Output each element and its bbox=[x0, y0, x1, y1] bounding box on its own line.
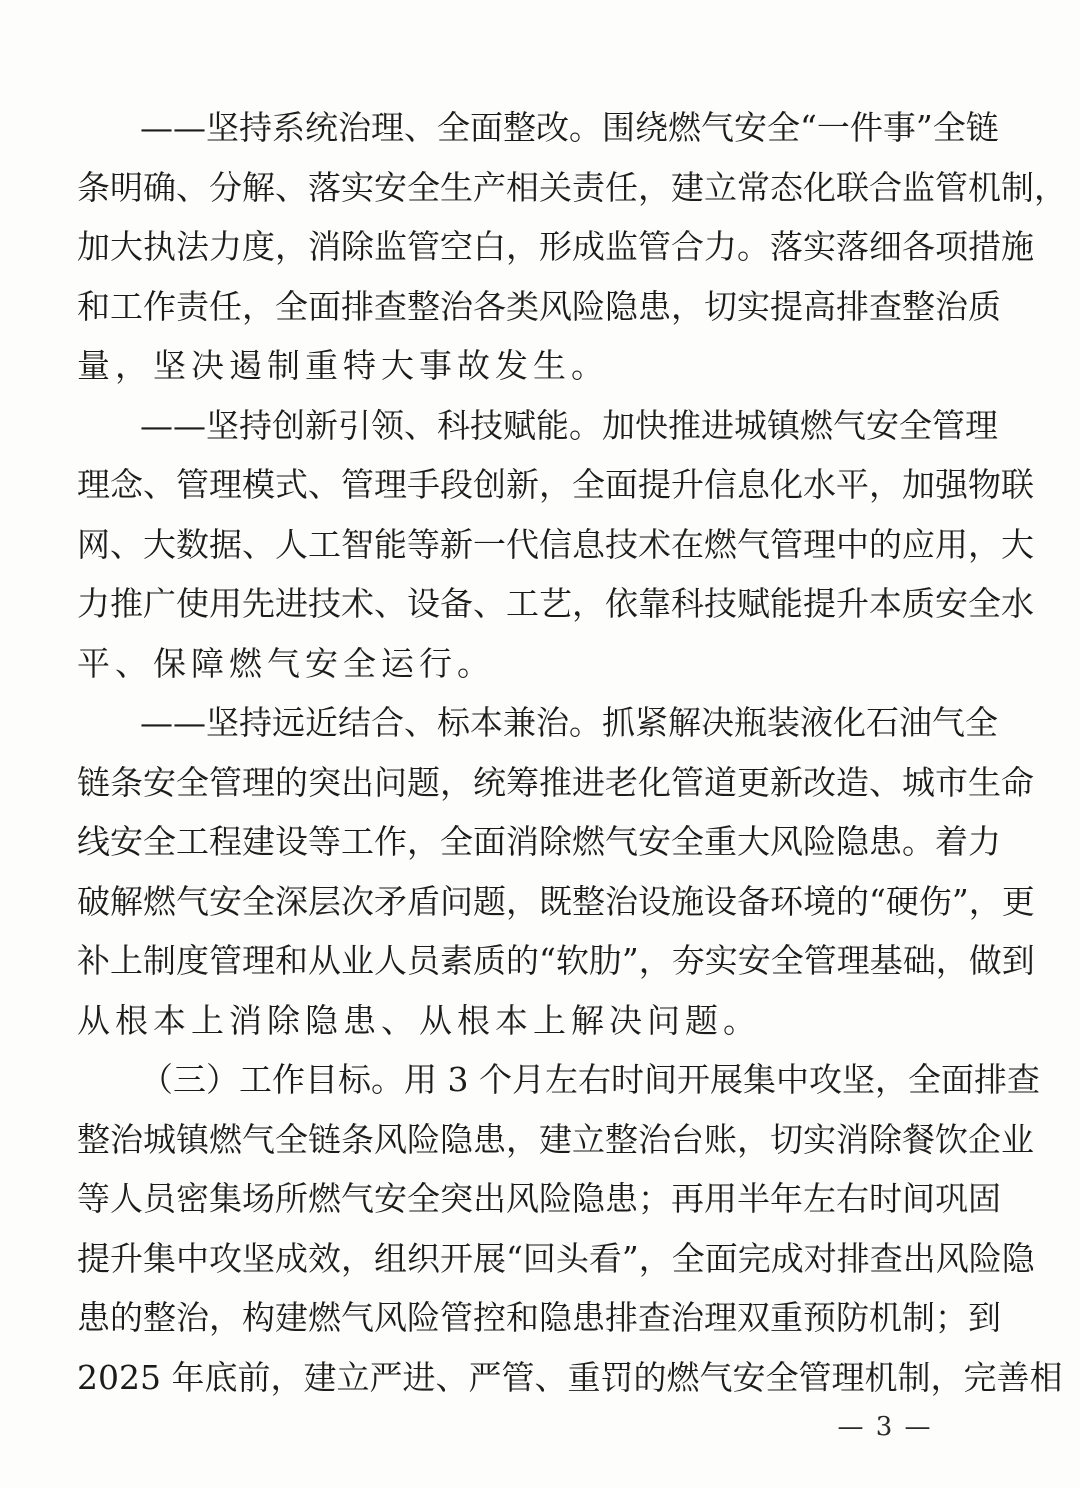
paragraph-line: 力推广使用先进技术、设备、工艺，依靠科技赋能提升本质安全水 bbox=[77, 584, 1034, 623]
paragraph-line: 网、大数据、人工智能等新一代信息技术在燃气管理中的应用，大 bbox=[77, 525, 1034, 564]
paragraph-line: ——坚持系统治理、全面整改。围绕燃气安全“一件事”全链 bbox=[140, 108, 999, 147]
paragraph-line: （三）工作目标。用 3 个月左右时间开展集中攻坚，全面排查 bbox=[140, 1060, 1040, 1099]
paragraph-line: 患的整治，构建燃气风险管控和隐患排查治理双重预防机制；到 bbox=[77, 1298, 1001, 1337]
paragraph-line: ——坚持创新引领、科技赋能。加快推进城镇燃气安全管理 bbox=[140, 406, 998, 445]
paragraph-line: 平、保障燃气安全运行。 bbox=[77, 644, 495, 683]
paragraph-line: 理念、管理模式、管理手段创新，全面提升信息化水平，加强物联 bbox=[77, 465, 1034, 504]
paragraph-line: 和工作责任，全面排查整治各类风险隐患，切实提高排查整治质 bbox=[77, 287, 1001, 326]
paragraph-line: 量，坚决遏制重特大事故发生。 bbox=[77, 346, 609, 385]
paragraph-line: 提升集中攻坚成效，组织开展“回头看”，全面完成对排查出风险隐 bbox=[77, 1239, 1035, 1278]
paragraph-line: 线安全工程建设等工作，全面消除燃气安全重大风险隐患。着力 bbox=[77, 822, 1001, 861]
paragraph-line: 破解燃气安全深层次矛盾问题，既整治设施设备环境的“硬伤”，更 bbox=[77, 882, 1035, 921]
paragraph-line: 链条安全管理的突出问题，统筹推进老化管道更新改造、城市生命 bbox=[77, 763, 1034, 802]
paragraph-line: 等人员密集场所燃气安全突出风险隐患；再用半年左右时间巩固 bbox=[77, 1179, 1001, 1218]
paragraph-line: 整治城镇燃气全链条风险隐患，建立整治台账，切实消除餐饮企业 bbox=[77, 1120, 1034, 1159]
paragraph-line: 2025 年底前，建立严进、严管、重罚的燃气安全管理机制，完善相 bbox=[77, 1358, 1063, 1397]
paragraph-line: 条明确、分解、落实安全生产相关责任，建立常态化联合监管机制， bbox=[77, 168, 1067, 207]
paragraph-line: ——坚持远近结合、标本兼治。抓紧解决瓶装液化石油气全 bbox=[140, 703, 998, 742]
paragraph-line: 加大执法力度，消除监管空白，形成监管合力。落实落细各项措施 bbox=[77, 227, 1034, 266]
paragraph-line: 补上制度管理和从业人员素质的“软肋”，夯实安全管理基础，做到 bbox=[77, 941, 1035, 980]
paragraph-line: 从根本上消除隐患、从根本上解决问题。 bbox=[77, 1001, 761, 1040]
page-number: — 3 — bbox=[837, 1412, 933, 1442]
